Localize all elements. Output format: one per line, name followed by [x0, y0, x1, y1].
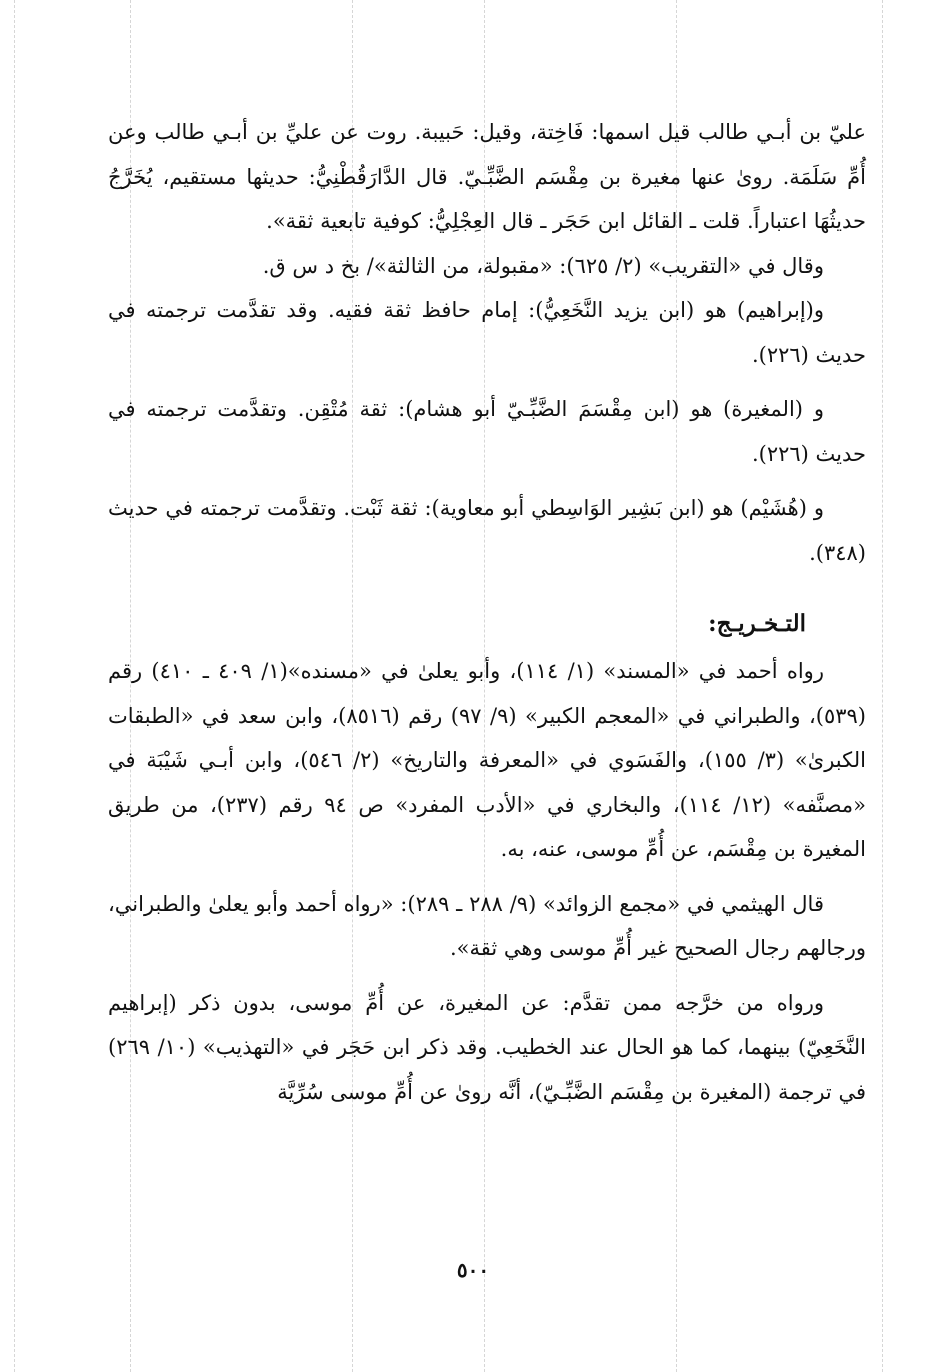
spacer	[108, 377, 866, 387]
scan-guide-line	[14, 0, 15, 1372]
paragraph-takhrij: رواه أحمد في «المسند» (١/ ١١٤)، وأبو يعلىٰ في «مسنده»(١/ ٤٠٩ ـ ٤١٠) رقم (٥٣٩)، والطبراني في «المعجم الكبير» (٩/ ٩٧) رقم (٨٥١٦)، وابن سعد في «الطبقات الكبرىٰ» (٣/ ١٥٥)، والفَسَوي في «المعرفة والتاريخ» (٢/ ٥٤٦)، وابن أبـي شَيْبَة في «مصنَّفه» (١٢/ ١١٤)، والبخاري في «الأدب المفرد» ص ٩٤ رقم (٢٣٧)، من طريق المغيرة بن مِقْسَم، عن أُمِّ موسى، عنه، به.	[108, 659, 866, 861]
spacer	[108, 872, 866, 882]
spacer	[108, 476, 866, 486]
paragraph-taqrib: وقال في «التقريب» (٢/ ٦٢٥): «مقبولة، من الثالثة»/ بخ د س ق.	[262, 253, 824, 278]
paragraph-biography: عليّ بن أبـي طالب قيل اسمها: فَاخِتة، وقيل: حَبيبة. روت عن عليِّ بن أبـي طالب وعن أُمِّ سَلَمَة. روىٰ عنها مغيرة بن مِقْسَم الضَّبِّـيّ. قال الدَّارَقُطْنِيُّ: حديثها مستقيم، يُخَرَّجُ حديثُهَا اعتباراً. قلت ـ القائل ابن حَجَر ـ قال العِجْلِيُّ: كوفية تابعية ثقة».	[108, 120, 866, 233]
spacer	[108, 575, 866, 599]
scan-guide-line	[882, 0, 883, 1372]
main-text	[108, 110, 866, 1114]
paragraph-ibrahim: و(إبراهيم) هو (ابن يزيد النَّخَعِيُّ): إمام حافظ ثقة فقيه. وقد تقدَّمت ترجمته في حديث (٢٢٦).	[108, 298, 866, 367]
spacer	[108, 971, 866, 981]
paragraph-hushaym: و (هُشَيْم) هو (ابن بَشِير الوَاسِطي أبو معاوية): ثقة ثَبْت. وتقدَّمت ترجمته في حديث (٣٤٨).	[108, 496, 866, 565]
page-number: ٥٠٠	[456, 1258, 490, 1282]
paragraph-haythami: قال الهيثمي في «مجمع الزوائد» (٩/ ٢٨٨ ـ ٢٨٩): «رواه أحمد وأبو يعلىٰ والطبراني، ورجالهم رجال الصحيح غير أُمِّ موسى وهي ثقة».	[108, 891, 866, 960]
section-heading-takhrij: التـخـريـج:	[708, 610, 806, 637]
paragraph-mughira: و (المغيرة) هو (ابن مِقْسَمَ الضَّبِّـيّ أبو هشام): ثقة مُتْقِن. وتقدَّمت ترجمته في حديث (٢٢٦).	[108, 397, 866, 466]
paragraph-riwaya: ورواه من خرَّجه ممن تقدَّم: عن المغيرة، عن أُمِّ موسى، بدون ذكر (إبراهيم النَّخَعِيّ) بينهما، كما هو الحال عند الخطيب. وقد ذكر ابن حَجَر في «التهذيب» (١٠/ ٢٦٩) في ترجمة (المغيرة بن مِقْسَم الضَّبِّـيّ)، أنَّه روىٰ عن أُمِّ موسى سُرِّيَّة	[108, 990, 866, 1104]
